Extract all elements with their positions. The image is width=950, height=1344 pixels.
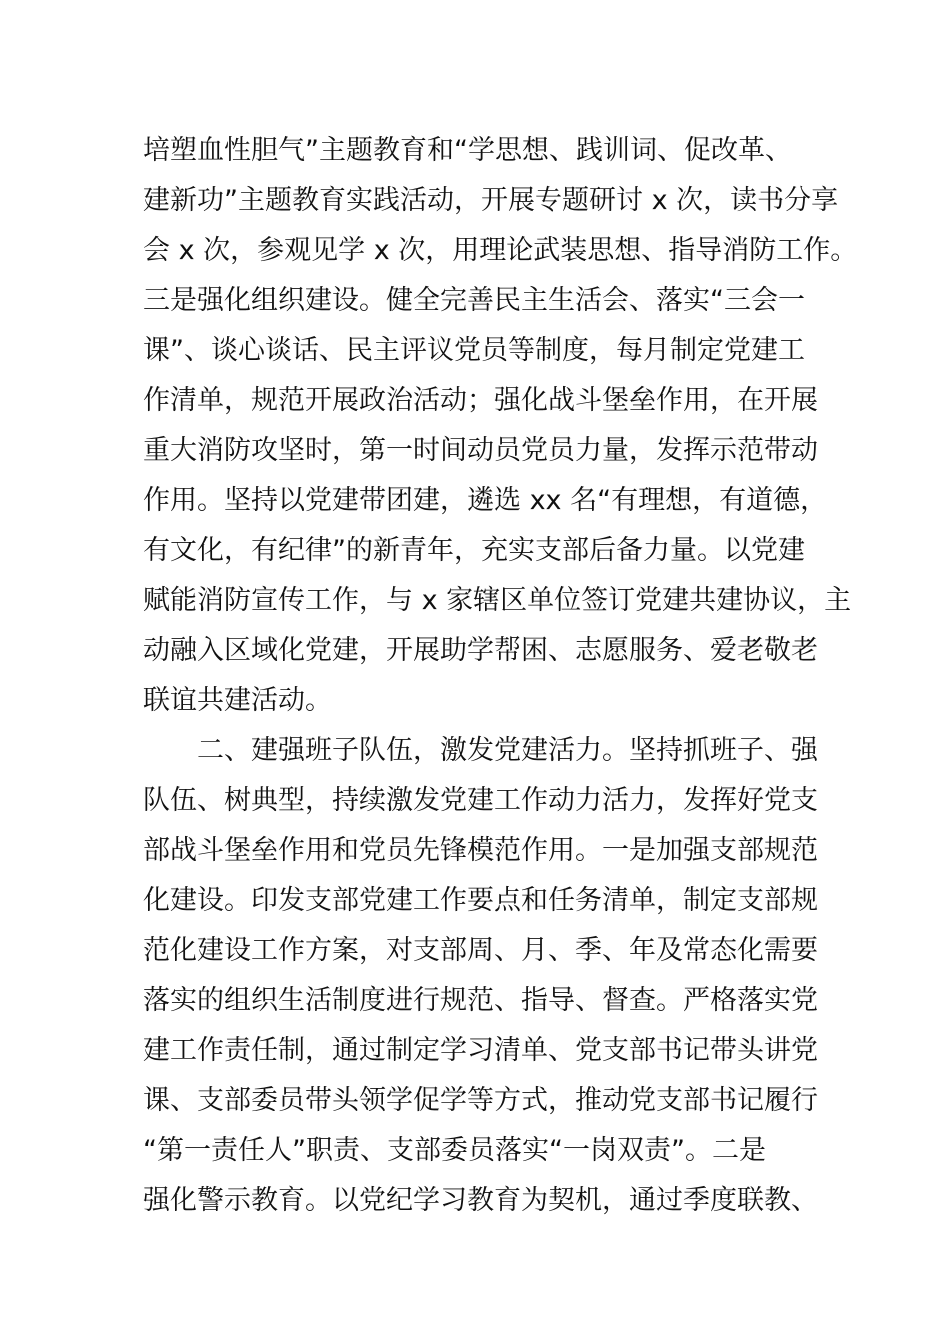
text-line: 建新功”主题教育实践活动，开展专题研讨 x 次，读书分享 xyxy=(143,185,839,216)
text-line: 作用。坚持以党建带团建，遴选 xx 名“有理想，有道德， xyxy=(143,485,828,516)
text-line: 建工作责任制，通过制定学习清单、党支部书记带头讲党 xyxy=(143,1035,818,1066)
text-line: 部战斗堡垒作用和党员先锋模范作用。一是加强支部规范 xyxy=(143,835,818,866)
text-line: 队伍、树典型，持续激发党建工作动力活力，发挥好党支 xyxy=(143,785,818,816)
text-line: 三是强化组织建设。健全完善民主生活会、落实“三会一 xyxy=(143,285,805,316)
text-line: 范化建设工作方案，对支部周、月、季、年及常态化需要 xyxy=(143,935,818,966)
section-heading-line: 二、建强班子队伍，激发党建活力。坚持抓班子、强 xyxy=(197,735,818,766)
text-line: 重大消防攻坚时，第一时间动员党员力量，发挥示范带动 xyxy=(143,435,818,466)
text-line: 作清单，规范开展政治活动；强化战斗堡垒作用，在开展 xyxy=(143,385,818,416)
text-line: 课、支部委员带头领学促学等方式，推动党支部书记履行 xyxy=(143,1085,818,1116)
text-line: 课”、谈心谈话、民主评议党员等制度，每月制定党建工 xyxy=(143,335,805,366)
text-line: 有文化，有纪律”的新青年，充实支部后备力量。以党建 xyxy=(143,535,805,566)
text-line: 赋能消防宣传工作，与 x 家辖区单位签订党建共建协议，主 xyxy=(143,585,852,616)
text-line: 会 x 次，参观见学 x 次，用理论武装思想、指导消防工作。 xyxy=(143,235,858,266)
text-line: 动融入区域化党建，开展助学帮困、志愿服务、爱老敬老 xyxy=(143,635,818,666)
text-line: 强化警示教育。以党纪学习教育为契机，通过季度联教、 xyxy=(143,1185,818,1216)
text-line: “第一责任人”职责、支部委员落实“一岗双责”。二是 xyxy=(143,1135,766,1166)
text-line: 培塑血性胆气”主题教育和“学思想、践训词、促改革、 xyxy=(143,135,792,166)
text-line: 落实的组织生活制度进行规范、指导、督查。严格落实党 xyxy=(143,985,818,1016)
text-line: 联谊共建活动。 xyxy=(143,685,332,716)
text-line: 化建设。印发支部党建工作要点和任务清单，制定支部规 xyxy=(143,885,818,916)
